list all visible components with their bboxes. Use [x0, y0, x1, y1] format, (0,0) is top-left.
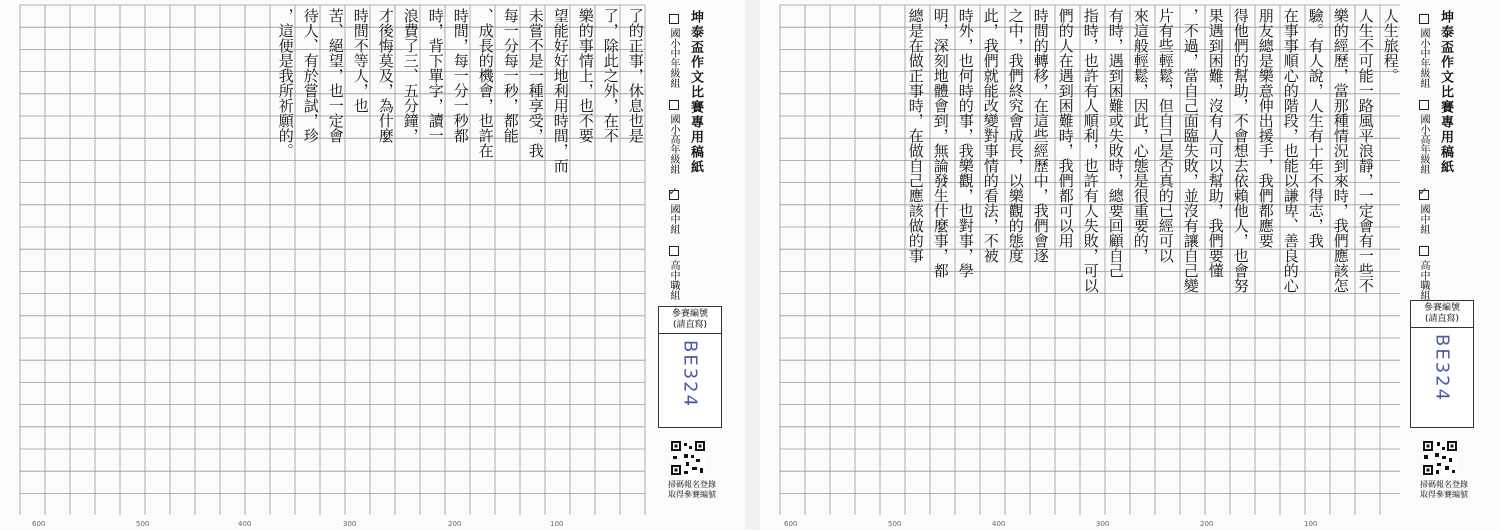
- right-essay-column: 片有些輕鬆，但自己是否真的已經可以: [1156, 8, 1175, 263]
- level-option-right-2[interactable]: 國小高年級組: [1416, 100, 1431, 174]
- right-essay-column: 時間的轉移，在這些經歷中，我們會逐: [1031, 8, 1050, 263]
- ruler-mark: 100: [550, 520, 564, 528]
- level-option-right-4[interactable]: 高中職組: [1416, 246, 1431, 300]
- left-essay-column: 時，背下單字，讀一: [426, 8, 445, 143]
- level-option-left-3[interactable]: ✓ 國中組: [666, 190, 681, 234]
- left-essay-column: 、成長的機會，也許在: [476, 8, 495, 158]
- qr-caption-right: 掃碼報名登錄 取得參賽編號: [1420, 480, 1468, 499]
- essay-page-right: [760, 0, 1500, 530]
- right-essay-column: 人生旅程。: [1381, 8, 1400, 83]
- ruler-mark: 200: [1200, 520, 1214, 528]
- right-essay-column: 在事事順心的階段，也能以謙卑、善良的心: [1281, 8, 1300, 293]
- right-essay-column: 時外，也何時的事，我樂觀，也對事，學: [956, 8, 975, 278]
- checkbox[interactable]: [669, 100, 679, 110]
- right-essay-column: 人生不可能一路風平浪靜，一定會有一些不: [1356, 8, 1375, 293]
- qr-code-icon: [670, 440, 706, 476]
- left-essay-column: 了，除此之外，在不: [601, 8, 620, 143]
- left-essay-column: ，這便是我所祈願的。: [276, 8, 295, 158]
- entry-id-box-right: 參賽編號 (請直寫) BE324: [1410, 300, 1474, 428]
- left-essay-column: 才後悔莫及，為什麼: [376, 8, 395, 143]
- right-essay-column: 得他們的幫助，不會想去依賴他人，也會努: [1231, 8, 1250, 293]
- right-essay-column: 果遇到困難，沒有人可以幫助，我們要懂: [1206, 8, 1225, 278]
- right-essay-column: 們的人在遇到困難時，我們都可以用: [1056, 8, 1075, 248]
- right-essay-column: 樂的經歷，當那種情況到來時，我們應該怎: [1331, 8, 1350, 293]
- right-essay-column: ，不過，當自己面臨失敗，並沒有讓自己變: [1181, 8, 1200, 293]
- left-essay-column: 了的正事，休息也是: [626, 8, 645, 143]
- left-essay-column: 待人、有於嘗試，珍: [301, 8, 320, 143]
- right-essay-column: 驗。有人說，人生有十年不得志，我: [1306, 8, 1325, 248]
- right-essay-column: 之中，我們終究會成長，以樂觀的態度: [1006, 8, 1025, 263]
- entry-id-left: BE324: [679, 340, 701, 409]
- right-essay-column: 指時，也許有人順利，也許有人失敗，可以: [1081, 8, 1100, 293]
- right-essay-column: 有時，遇到困難或失敗時，總要回顧自己: [1106, 8, 1125, 278]
- checkbox[interactable]: [669, 246, 679, 256]
- right-essay-column: 來這般輕鬆，因此，心態是很重要的，: [1131, 8, 1150, 263]
- level-option-left-1[interactable]: 國小中年級組: [666, 14, 681, 88]
- ruler-mark: 300: [1096, 520, 1110, 528]
- essay-page-left: [0, 0, 745, 530]
- left-essay-column: 每一分每一秒，都能: [501, 8, 520, 143]
- form-title-right: 坤泰盃作文比賽專用稿紙: [1438, 10, 1453, 175]
- checkbox-checked[interactable]: [1419, 190, 1429, 200]
- ruler-mark: 200: [448, 520, 462, 528]
- checkbox[interactable]: [1419, 246, 1429, 256]
- right-essay-column: 總是在做正事時，在做自己應該做的事: [906, 8, 925, 263]
- left-essay-column: 時間不等人，也: [351, 8, 370, 113]
- ruler-mark: 600: [784, 520, 798, 528]
- level-option-left-2[interactable]: 國小高年級組: [666, 100, 681, 174]
- checkbox[interactable]: [669, 14, 679, 24]
- qr-code-icon: [1422, 440, 1458, 476]
- left-essay-column: 時間，每一分一秒都: [451, 8, 470, 143]
- checkbox[interactable]: [1419, 100, 1429, 110]
- ruler-mark: 600: [32, 520, 46, 528]
- right-essay-column: 明，深刻地體會到，無論發生什麼事，都: [931, 8, 950, 278]
- checkbox-checked[interactable]: [669, 190, 679, 200]
- ruler-mark: 500: [136, 520, 150, 528]
- left-essay-column: 浪費了三、五分鐘，: [401, 8, 420, 143]
- ruler-mark: 400: [238, 520, 252, 528]
- left-essay-column: 未嘗不是一種享受，我: [526, 8, 545, 158]
- level-option-right-3[interactable]: ✓ 國中組: [1416, 190, 1431, 234]
- ruler-mark: 300: [343, 520, 357, 528]
- entry-id-right: BE324: [1431, 334, 1453, 403]
- right-essay-column: 朋友總是樂意伸出援手，我們都應要: [1256, 8, 1275, 248]
- qr-caption-left: 掃碼報名登錄 取得參賽編號: [668, 480, 716, 499]
- ruler-mark: 100: [1304, 520, 1318, 528]
- checkbox[interactable]: [1419, 14, 1429, 24]
- entry-id-box-left: 參賽編號 (請直寫) BE324: [658, 306, 722, 428]
- ruler-mark: 400: [992, 520, 1006, 528]
- left-essay-column: 望能好好地利用時間，而: [551, 8, 570, 173]
- level-option-right-1[interactable]: 國小中年級組: [1416, 14, 1431, 88]
- right-essay-column: 此，我們就能改變對事情的看法，不被: [981, 8, 1000, 263]
- ruler-mark: 500: [888, 520, 902, 528]
- left-essay-column: 樂的事情上，也不要: [576, 8, 595, 143]
- form-title-left: 坤泰盃作文比賽專用稿紙: [688, 10, 703, 175]
- left-essay-column: 苦、絕望，也一定會: [326, 8, 345, 143]
- page-gutter: [745, 0, 760, 530]
- level-option-left-4[interactable]: 高中職組: [666, 246, 681, 300]
